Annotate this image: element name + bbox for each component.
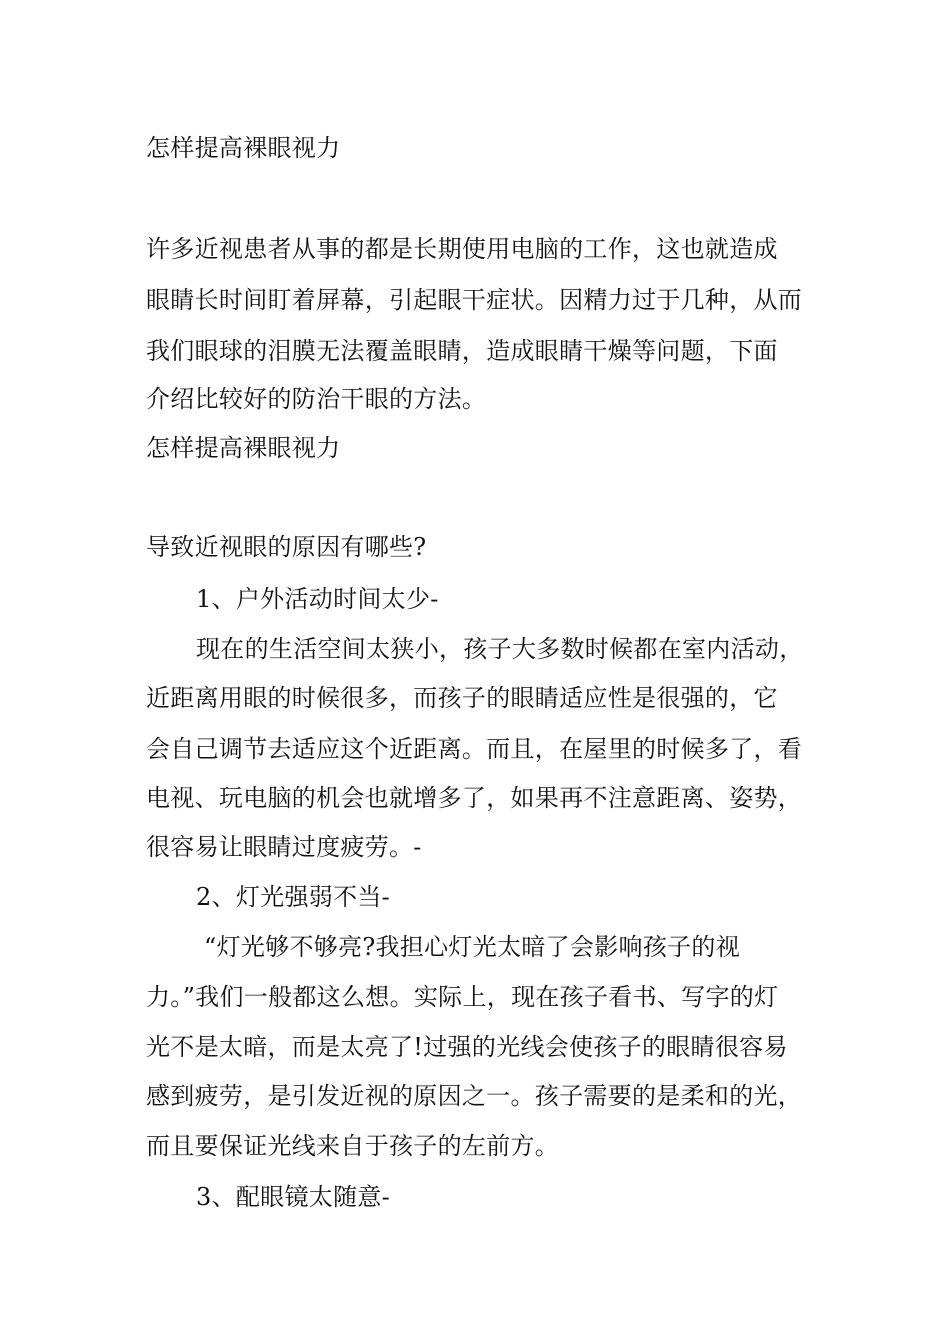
intro-line-2: 眼睛长时间盯着屏幕，引起眼干症状。因精力过于几种，从而: [146, 286, 803, 314]
section2-line-5: 而且要保证光线来自于孩子的左前方。: [146, 1132, 560, 1160]
intro-line-4: 介绍比较好的防治干眼的方法。: [146, 385, 487, 413]
section1-line-2: 近距离用眼的时候很多，而孩子的眼睛适应性是很强的，它: [146, 684, 778, 712]
intro-line-1: 许多近视患者从事的都是长期使用电脑的工作，这也就造成: [146, 235, 778, 263]
section1-line-3: 会自己调节去适应这个近距离。而且，在屋里的时候多了，看: [146, 735, 803, 763]
section2-line-3: 光不是太暗，而是太亮了!过强的光线会使孩子的眼睛很容易: [146, 1033, 788, 1061]
section1-line-4: 电视、玩电脑的机会也就增多了，如果再不注意距离、姿势，: [146, 784, 803, 812]
section2-heading: 2、灯光强弱不当-: [196, 883, 391, 911]
section2-line-2: 力。”我们一般都这么想。实际上，现在孩子看书、写字的灯: [146, 983, 779, 1011]
intro-line-3: 我们眼球的泪膜无法覆盖眼睛，造成眼睛干燥等问题，下面: [146, 337, 778, 365]
section1-line-5: 很容易让眼睛过度疲劳。-: [146, 833, 422, 861]
section1-heading: 1、户外活动时间太少-: [196, 585, 439, 613]
section2-line-1: “灯光够不够亮?我担心灯光太暗了会影响孩子的视: [204, 933, 741, 961]
section3-heading: 3、配眼镜太随意-: [196, 1183, 391, 1211]
question-heading: 导致近视眼的原因有哪些?: [146, 533, 427, 561]
section2-line-4: 感到疲劳，是引发近视的原因之一。孩子需要的是柔和的光，: [146, 1082, 803, 1110]
section1-line-1: 现在的生活空间太狭小，孩子大多数时候都在室内活动，: [196, 635, 804, 663]
repeated-title: 怎样提高裸眼视力: [146, 434, 341, 462]
page-title: 怎样提高裸眼视力: [146, 134, 341, 162]
